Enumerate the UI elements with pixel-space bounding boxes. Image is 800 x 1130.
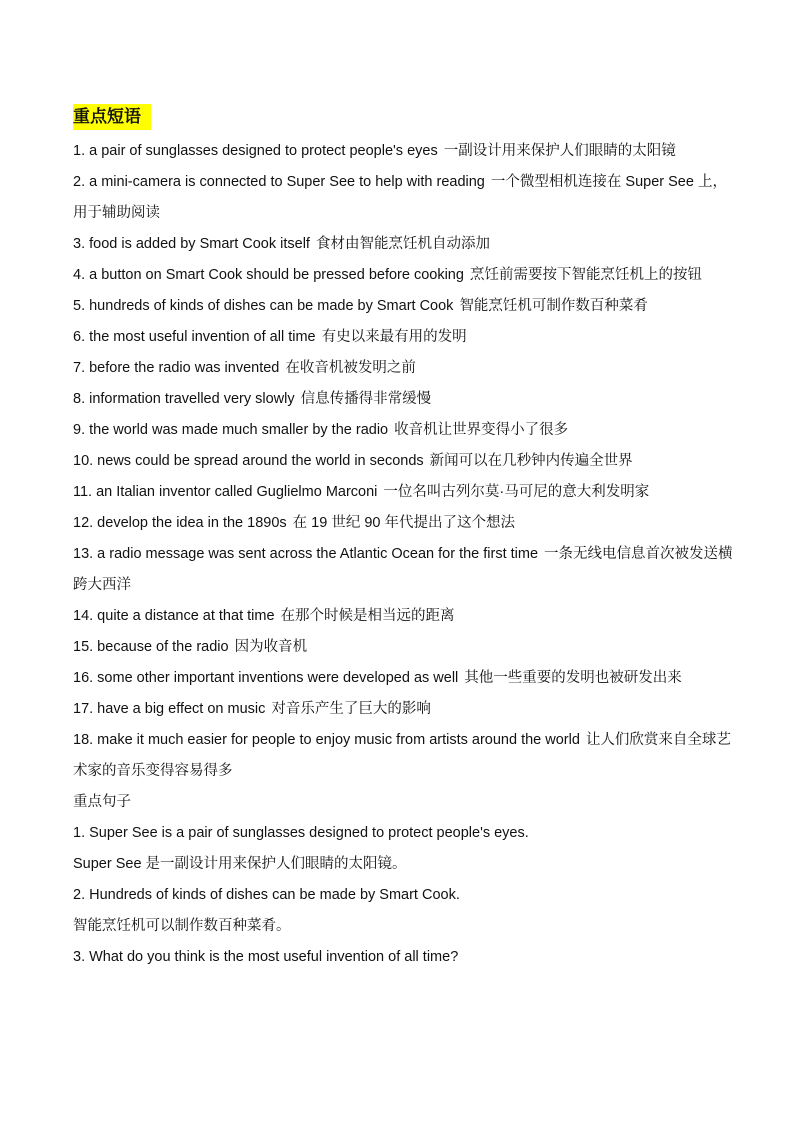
phrase-english: 6. the most useful invention of all time <box>73 329 316 345</box>
phrase-chinese: 烹饪前需要按下智能烹饪机上的按钮 <box>469 267 702 283</box>
phrase-item <box>73 539 733 601</box>
phrase-chinese: 信息传播得非常缓慢 <box>300 391 432 407</box>
phrase-english: 2. a mini-camera is connected to Super See to help with reading <box>73 174 485 190</box>
phrase-english: 5. hundreds of kinds of dishes can be made by Smart Cook <box>73 298 454 314</box>
phrase-item <box>73 384 733 415</box>
phrase-chinese: 收音机让世界变得小了很多 <box>394 422 569 438</box>
phrase-english: 18. make it much easier for people to enjoy music from artists around the world <box>73 732 580 748</box>
phrase-chinese: 智能烹饪机可制作数百种菜肴 <box>459 298 648 314</box>
phrase-item <box>73 353 733 384</box>
phrase-chinese: 一位名叫古列尔莫·马可尼的意大利发明家 <box>383 484 650 500</box>
phrase-chinese: 食材由智能烹饪机自动添加 <box>315 236 490 252</box>
phrase-chinese: 一副设计用来保护人们眼睛的太阳镜 <box>443 143 676 159</box>
phrase-english: 10. news could be spread around the world in seconds <box>73 453 424 469</box>
phrase-chinese: 在 19 世纪 90 年代提出了这个想法 <box>292 515 516 531</box>
phrase-chinese: 新闻可以在几秒钟内传遍全世界 <box>429 453 633 469</box>
phrase-chinese: 在那个时候是相当远的距离 <box>280 608 455 624</box>
phrase-item <box>73 477 733 508</box>
phrase-english: 13. a radio message was sent across the Atlantic Ocean for the first time <box>73 546 539 562</box>
phrase-chinese: 对音乐产生了巨大的影响 <box>271 701 431 717</box>
phrase-english: 15. because of the radio <box>73 639 229 655</box>
phrase-english: 4. a button on Smart Cook should be pressed before cooking <box>73 267 464 283</box>
phrase-item <box>73 229 733 260</box>
phrase-chinese: 其他一些重要的发明也被研发出来 <box>464 670 682 686</box>
sentence-item: 智能烹饪机可以制作数百种菜肴。 <box>73 918 291 934</box>
phrase-english: 3. food is added by Smart Cook itself <box>73 236 310 252</box>
phrase-item <box>73 136 733 167</box>
phrase-item <box>73 322 733 353</box>
phrase-chinese: 一个微型相机连接在 Super See 上，用于辅助阅读 <box>73 174 727 221</box>
phrase-english: 1. a pair of sunglasses designed to protect people's eyes <box>73 143 438 159</box>
phrase-item <box>73 167 733 229</box>
phrase-english: 14. quite a distance at that time <box>73 608 275 624</box>
phrase-chinese: 一条无线电信息首次被发送横跨大西洋 <box>73 546 733 593</box>
phrase-chinese: 在收音机被发明之前 <box>285 360 416 376</box>
sentence-list <box>73 818 733 973</box>
phrase-item <box>73 601 733 632</box>
phrase-list <box>73 136 733 787</box>
phrase-english: 17. have a big effect on music <box>73 701 266 717</box>
phrase-item <box>73 291 733 322</box>
phrase-chinese: 因为收音机 <box>234 639 308 655</box>
document-page <box>73 104 733 973</box>
phrase-item <box>73 446 733 477</box>
phrase-item <box>73 508 733 539</box>
section-heading-key-sentences: 重点句子 <box>73 794 131 810</box>
phrase-item <box>73 415 733 446</box>
phrase-item <box>73 260 733 291</box>
phrase-chinese: 让人们欣赏来自全球艺术家的音乐变得容易得多 <box>73 732 731 779</box>
phrase-item <box>73 694 733 725</box>
phrase-item <box>73 725 733 787</box>
sentence-item: 1. Super See is a pair of sunglasses designed to protect people's eyes. <box>73 825 529 841</box>
phrase-english: 8. information travelled very slowly <box>73 391 295 407</box>
sentence-item: Super See 是一副设计用来保护人们眼睛的太阳镜。 <box>73 856 407 872</box>
phrase-english: 9. the world was made much smaller by the radio <box>73 422 389 438</box>
phrase-item <box>73 632 733 663</box>
sentence-item: 3. What do you think is the most useful invention of all time? <box>73 949 459 965</box>
phrase-english: 7. before the radio was invented <box>73 360 280 376</box>
section-heading-key-phrases: 重点短语 <box>73 104 151 130</box>
phrase-item <box>73 663 733 694</box>
phrase-chinese: 有史以来最有用的发明 <box>321 329 467 345</box>
phrase-english: 16. some other important inventions were developed as well <box>73 670 459 686</box>
sentence-item: 2. Hundreds of kinds of dishes can be made by Smart Cook. <box>73 887 460 903</box>
phrase-english: 11. an Italian inventor called Guglielmo Marconi <box>73 484 378 500</box>
phrase-english: 12. develop the idea in the 1890s <box>73 515 287 531</box>
